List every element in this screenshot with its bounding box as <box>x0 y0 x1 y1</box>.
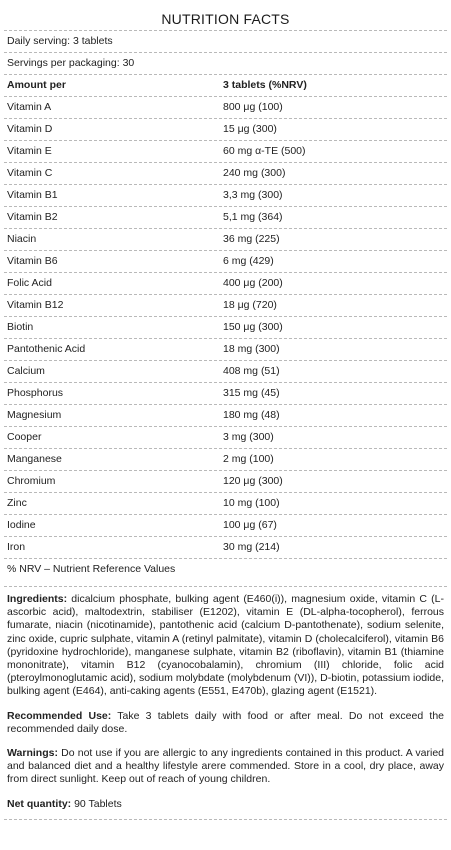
nutrient-name: Vitamin B6 <box>7 255 58 267</box>
divider <box>4 819 447 820</box>
table-row <box>4 427 447 449</box>
nutrient-name: Zinc <box>7 497 27 509</box>
nutrient-value: 408 mg (51) <box>223 365 280 377</box>
nutrient-name: Vitamin B2 <box>7 211 58 223</box>
nutrient-value: 2 mg (100) <box>223 453 274 465</box>
warnings-section <box>7 747 444 787</box>
nrv-note: % NRV – Nutrient Reference Values <box>7 563 176 575</box>
table-row <box>4 405 447 427</box>
table-row <box>4 97 447 119</box>
ingredients-section <box>7 593 444 699</box>
nutrient-value: 3,3 mg (300) <box>223 189 283 201</box>
table-header <box>4 75 447 97</box>
table-row <box>4 537 447 559</box>
nutrient-name: Niacin <box>7 233 37 245</box>
nutrient-name: Chromium <box>7 475 56 487</box>
table-row <box>4 273 447 295</box>
nutrient-name: Calcium <box>7 365 45 377</box>
nutrient-value: 30 mg (214) <box>223 541 280 553</box>
nutrient-name: Cooper <box>7 431 42 443</box>
table-row <box>4 251 447 273</box>
nutrient-name: Vitamin B1 <box>7 189 58 201</box>
nutrient-value: 100 μg (67) <box>223 519 277 531</box>
header-value: 3 tablets (%NRV) <box>223 79 307 91</box>
recommended-section <box>7 710 444 736</box>
warnings-text: Do not use if you are allergic to any ingredients contained in this product. A varied and balanced diet and a healthy lifestyle arere commended. Store in a cool, dry place, away from direct sunlight. Keep out of reach of young children. <box>7 747 444 786</box>
net-quantity-text: 90 Tablets <box>71 797 122 810</box>
nutrient-name: Iodine <box>7 519 36 531</box>
nutrient-value: 5,1 mg (364) <box>223 211 283 223</box>
nutrient-name: Vitamin E <box>7 145 52 157</box>
nutrient-value: 240 mg (300) <box>223 167 286 179</box>
table-row <box>4 471 447 493</box>
nutrient-value: 800 μg (100) <box>223 101 283 113</box>
nutrient-name: Manganese <box>7 453 62 465</box>
nutrient-name: Iron <box>7 541 26 553</box>
nutrient-value: 3 mg (300) <box>223 431 274 443</box>
table-row <box>4 141 447 163</box>
nutrient-name: Magnesium <box>7 409 62 421</box>
table-row <box>4 207 447 229</box>
table-row <box>4 229 447 251</box>
table-row <box>4 119 447 141</box>
nutrient-name: Pantothenic Acid <box>7 343 86 355</box>
nutrition-facts-panel <box>0 8 451 820</box>
nutrient-value: 6 mg (429) <box>223 255 274 267</box>
table-row <box>4 339 447 361</box>
table-row <box>4 515 447 537</box>
servings-per-pack-text: Servings per packaging: 30 <box>7 57 135 69</box>
table-row <box>4 185 447 207</box>
nutrient-name: Vitamin C <box>7 167 53 179</box>
nutrient-name: Vitamin D <box>7 123 53 135</box>
nutrient-name: Phosphorus <box>7 387 64 399</box>
page-title: NUTRITION FACTS <box>161 11 290 27</box>
table-row <box>4 493 447 515</box>
serving-text: Daily serving: 3 tablets <box>7 35 113 47</box>
nutrient-table <box>0 97 451 559</box>
table-row <box>4 295 447 317</box>
nutrient-value: 315 mg (45) <box>223 387 280 399</box>
nutrient-name: Vitamin A <box>7 101 52 113</box>
nutrient-value: 18 μg (720) <box>223 299 277 311</box>
nutrient-value: 150 μg (300) <box>223 321 283 333</box>
table-row <box>4 383 447 405</box>
recommended-label: Recommended Use: <box>7 709 112 722</box>
servings-per-pack-row <box>4 53 447 75</box>
net-quantity-label: Net quantity: <box>7 797 72 810</box>
table-row <box>4 361 447 383</box>
nutrient-value: 180 mg (48) <box>223 409 280 421</box>
nutrient-value: 120 μg (300) <box>223 475 283 487</box>
warnings-label: Warnings: <box>7 747 58 760</box>
nutrient-name: Biotin <box>7 321 34 333</box>
nutrient-value: 400 μg (200) <box>223 277 283 289</box>
nutrient-value: 18 mg (300) <box>223 343 280 355</box>
nutrient-value: 60 mg α-TE (500) <box>223 145 306 157</box>
ingredients-text: dicalcium phosphate, bulking agent (E460(i)), magnesium oxide, vitamin C (L-ascorbic acid), maltodextrin, stabiliser (E1202), vitamin E (DL-alpha-tocopherol), ferrous fumarate, niacin (nicotinamide), pantothenic acid (calcium D-pantothenate), sodium selenite, zinc oxide, cupric sulphate, vitamin A (retinyl palmitate), vitamin D (cholecalciferol), vitamin B6 (pyridoxine hydrochloride), manganese sulphate, vitamin B2 (riboflavin), vitamin B1 (thiamine mononitrate), vitamin B12 (cyanocobalamin), chromium (III) chloride, folic acid (pteroylmonoglutamic acid), sodium molybdate (molybdenum (VI)), D-biotin, potassium iodide, bulking agent (E464), anti-caking agents (E551, E470b), glazing agent (E1521). <box>7 593 444 698</box>
table-row <box>4 163 447 185</box>
table-row <box>4 317 447 339</box>
table-row <box>4 449 447 471</box>
divider <box>4 586 447 587</box>
header-amount: Amount per <box>7 79 66 91</box>
nutrient-value: 15 μg (300) <box>223 123 277 135</box>
net-quantity-section <box>7 798 444 811</box>
recommended-text: Take 3 tablets daily with food or after meal. Do not exceed the recommended daily dose. <box>7 709 444 735</box>
nutrient-value: 10 mg (100) <box>223 497 280 509</box>
nutrient-name: Folic Acid <box>7 277 52 289</box>
nutrient-name: Vitamin B12 <box>7 299 64 311</box>
ingredients-label: Ingredients: <box>7 593 68 605</box>
nutrient-value: 36 mg (225) <box>223 233 280 245</box>
serving-row <box>4 30 447 53</box>
